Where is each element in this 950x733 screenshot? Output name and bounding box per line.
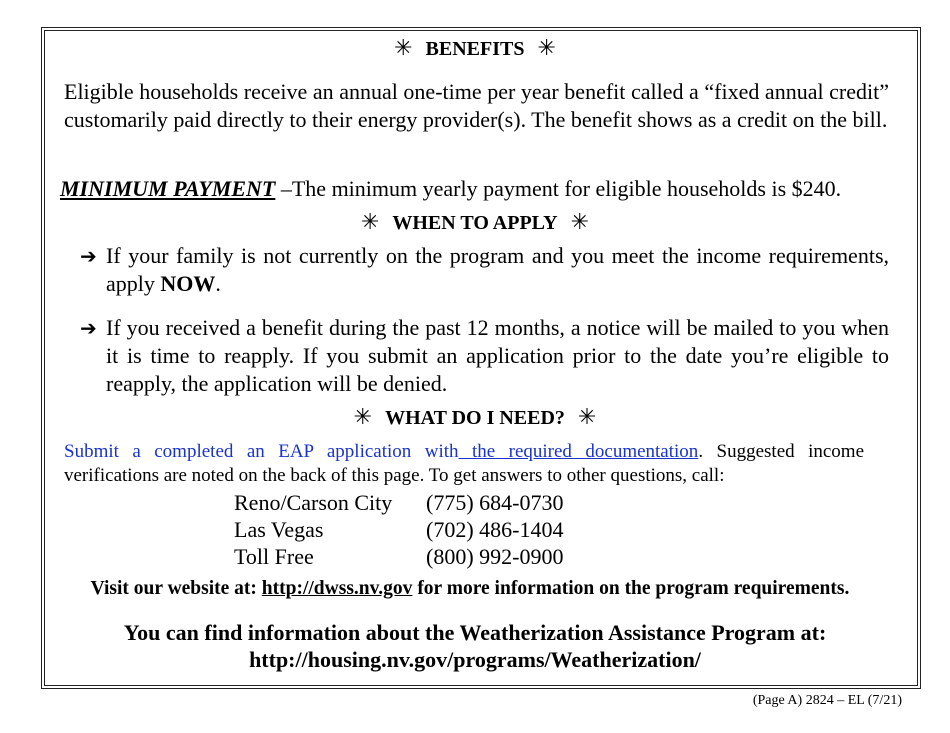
website-link[interactable]: http://dwss.nv.gov bbox=[261, 578, 413, 599]
contact-location: Toll Free bbox=[234, 544, 314, 569]
website-suffix: for more information on the program requirements. bbox=[412, 578, 850, 599]
intro-blue-text: Submit a completed an EAP application with bbox=[64, 441, 459, 462]
asterisk-icon: ✳ bbox=[570, 210, 590, 235]
contact-phone: (800) 992-0900 bbox=[426, 544, 564, 569]
benefits-heading bbox=[0, 36, 950, 61]
when-to-apply-heading-text: WHEN TO APPLY bbox=[392, 212, 558, 234]
what-do-i-need-heading-text: WHAT DO I NEED? bbox=[385, 407, 565, 429]
weatherization-line1: You can find information about the Weatherization Assistance Program at: bbox=[123, 620, 827, 645]
asterisk-icon: ✳ bbox=[577, 405, 597, 430]
asterisk-icon: ✳ bbox=[360, 210, 380, 235]
apply-item-text: If you received a benefit during the past 12 months, a notice will be mailed to you when it is time to reapply. If you submit an application prior to the date you’re eligible to reapply, the application will be denied. bbox=[106, 315, 889, 396]
what-do-i-need-heading bbox=[0, 405, 950, 430]
minimum-payment-text: –The minimum yearly payment for eligible households is $240. bbox=[275, 176, 842, 201]
contact-phone: (702) 486-1404 bbox=[426, 517, 564, 542]
apply-item-text: If your family is not currently on the program and you meet the income requirements, apply bbox=[106, 243, 889, 296]
minimum-payment-label: MINIMUM PAYMENT bbox=[60, 176, 276, 201]
arrow-right-icon: ➔ bbox=[80, 244, 97, 268]
intro-rest-text: . Suggested income verifications are noted on the back of this page. To get answers to other questions, call: bbox=[64, 441, 864, 486]
weatherization-url[interactable]: http://housing.nv.gov/programs/Weatherization/ bbox=[249, 647, 701, 672]
what-do-i-need-intro bbox=[64, 440, 864, 488]
apply-item bbox=[106, 314, 889, 398]
when-to-apply-heading bbox=[0, 210, 950, 235]
contact-location: Reno/Carson City bbox=[234, 490, 393, 515]
asterisk-icon: ✳ bbox=[537, 36, 556, 61]
website-line bbox=[0, 578, 940, 600]
page-footer: (Page A) 2824 – EL (7/21) bbox=[752, 693, 902, 708]
benefits-heading-text: BENEFITS bbox=[425, 38, 525, 60]
arrow-right-icon: ➔ bbox=[80, 316, 97, 340]
contact-location: Las Vegas bbox=[234, 517, 324, 542]
asterisk-icon: ✳ bbox=[394, 36, 413, 61]
contact-phone: (775) 684-0730 bbox=[426, 490, 564, 515]
apply-item bbox=[106, 242, 889, 298]
minimum-payment-line bbox=[60, 175, 841, 203]
apply-item-end: . bbox=[215, 271, 221, 296]
apply-now-text: NOW bbox=[160, 271, 216, 296]
website-prefix: Visit our website at: bbox=[90, 578, 262, 599]
benefits-paragraph: Eligible households receive an annual one-time per year benefit called a “fixed annual credit” customarily paid directly to their energy provider(s). The benefit shows as a credit on the bill. bbox=[64, 79, 889, 132]
required-documentation-link[interactable]: the required documentation bbox=[458, 441, 699, 462]
asterisk-icon: ✳ bbox=[353, 405, 373, 430]
